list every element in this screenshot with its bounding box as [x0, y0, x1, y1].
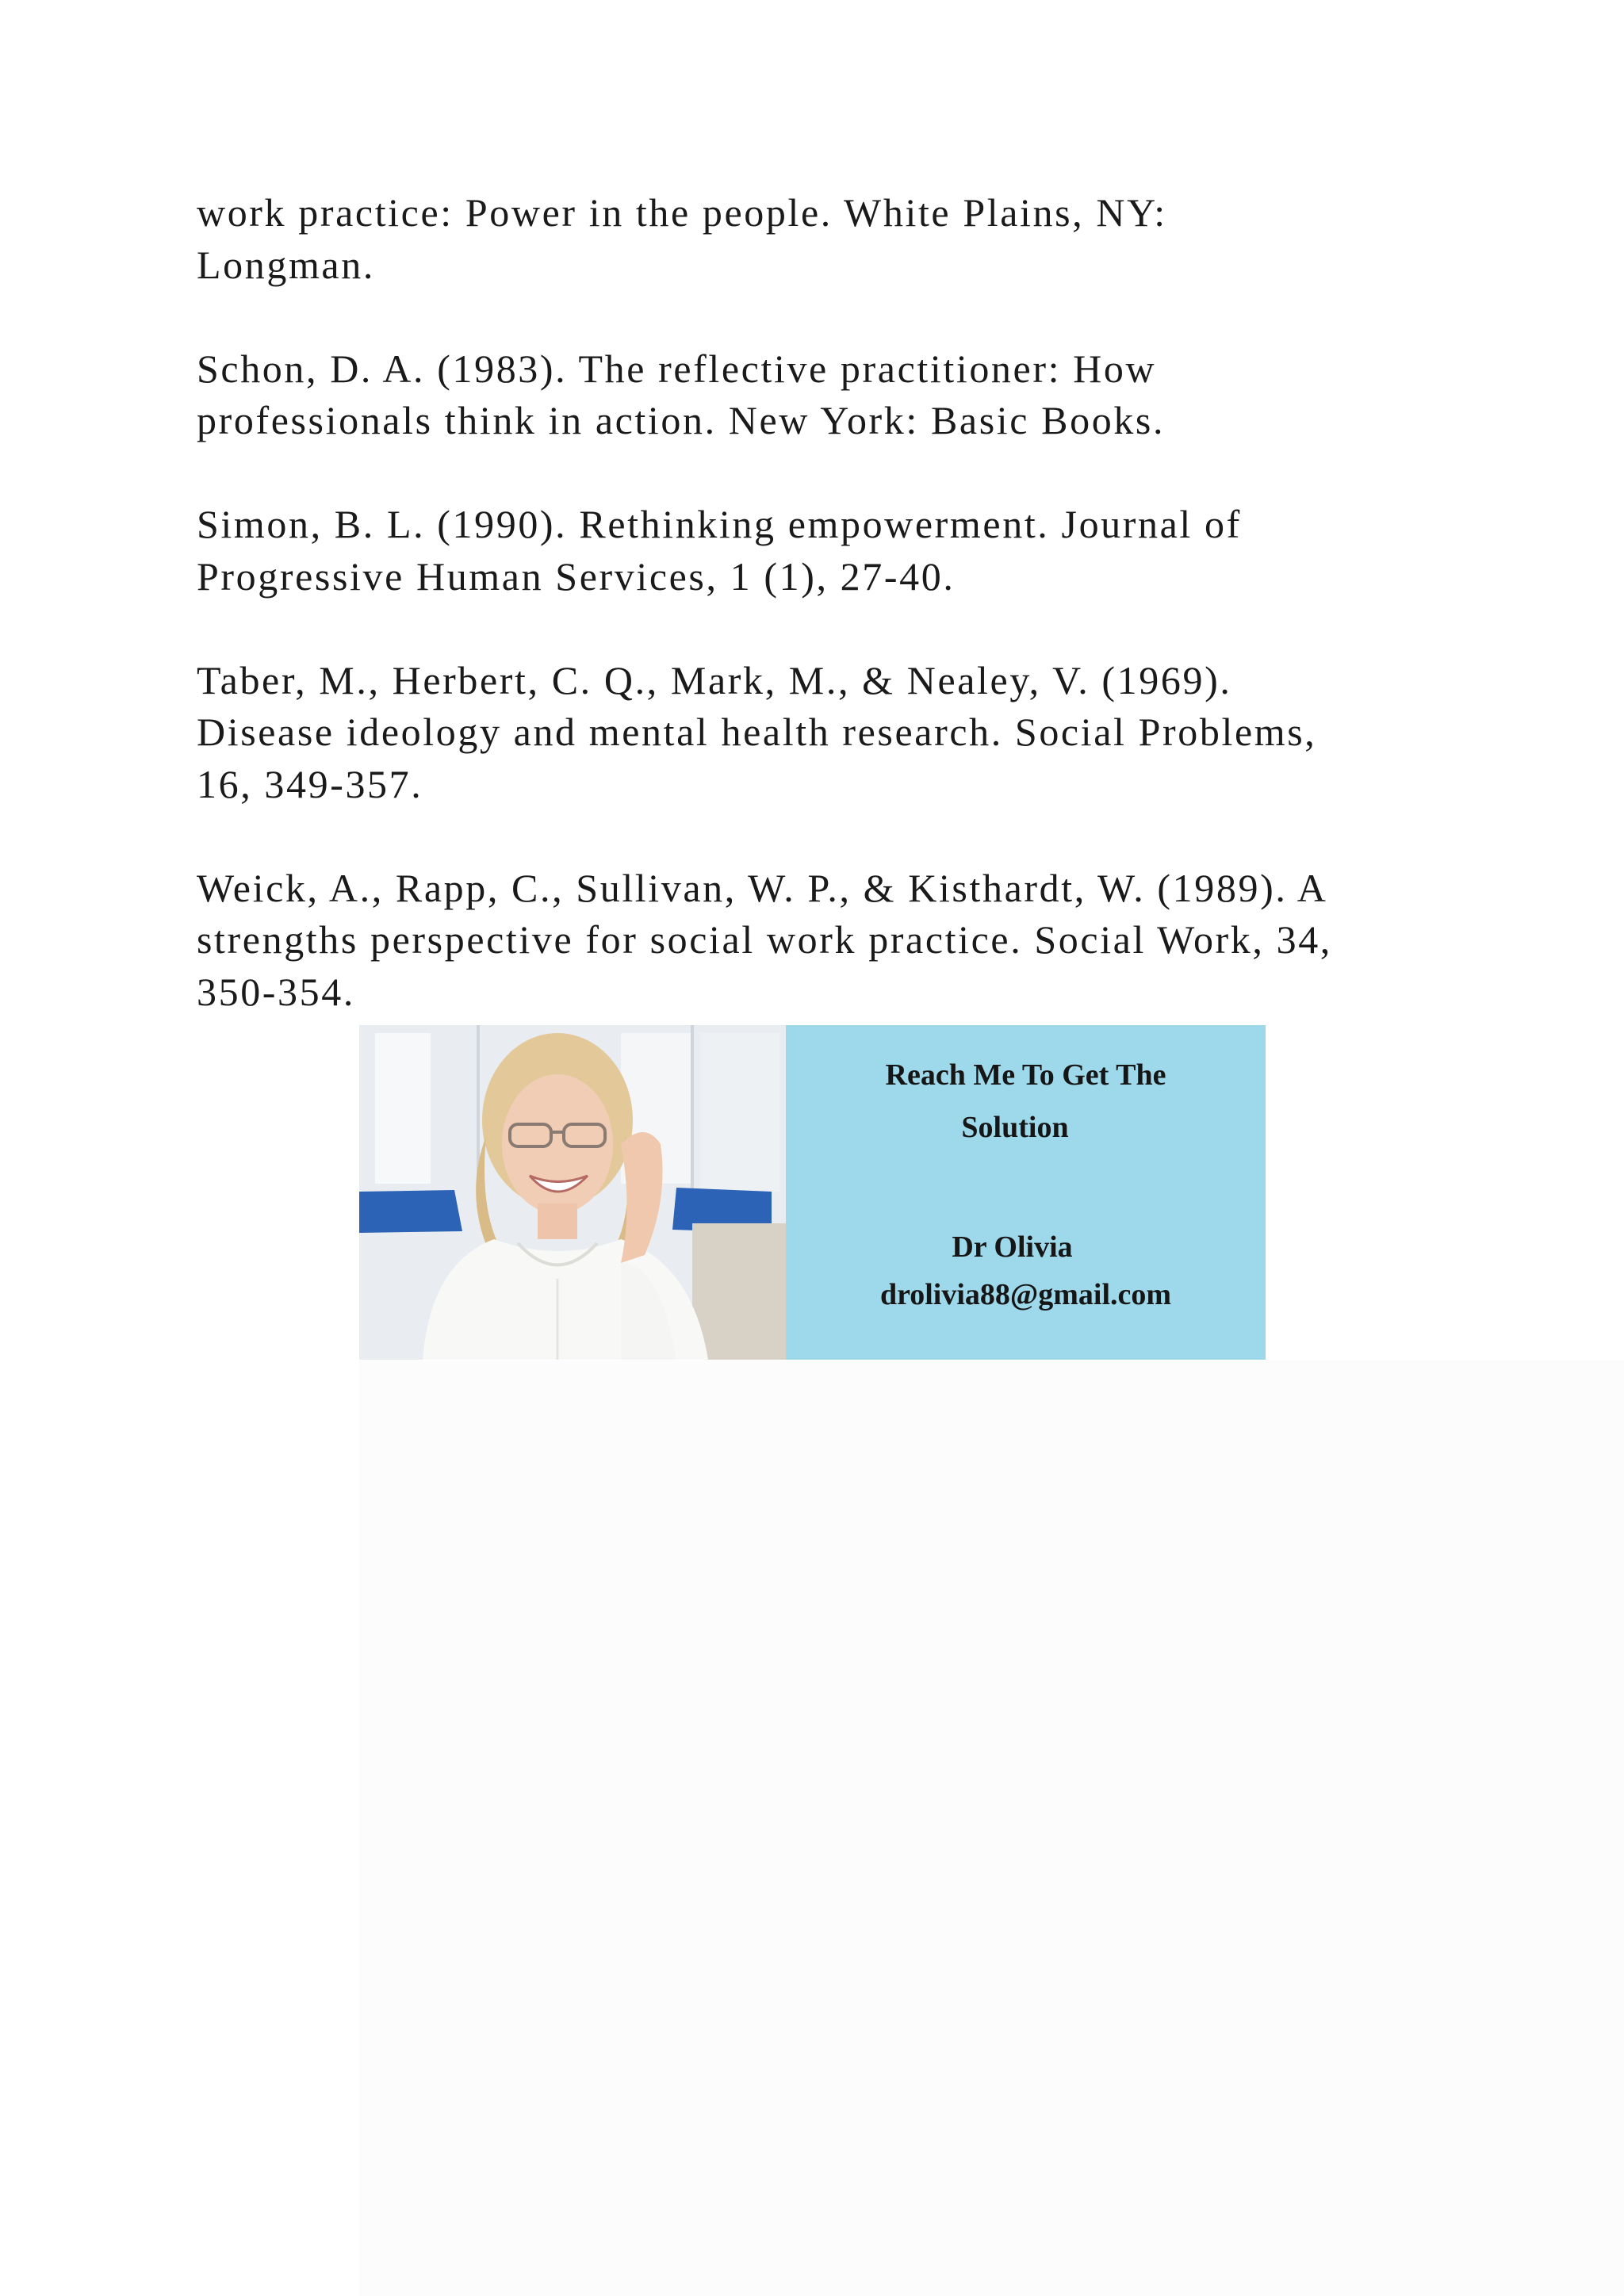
contact-panel [786, 1025, 1266, 1360]
cta-line-1: Reach Me To Get The [885, 1058, 1166, 1092]
reference-entry: work practice: Power in the people. White Plains, NY: Longman. [197, 190, 1167, 287]
contact-email: drolivia88@gmail.com [879, 1278, 1172, 1311]
reference-list [197, 187, 1434, 1018]
page-shade [359, 1360, 1624, 2296]
reference-entry: Schon, D. A. (1983). The reflective practitioner: How professionals think in action. New York: Basic Books. [197, 346, 1166, 442]
reference-entry: Simon, B. L. (1990). Rethinking empowerment. Journal of Progressive Human Services, 1 (1), 27-40. [197, 502, 1242, 599]
reference-entry: Taber, M., Herbert, C. Q., Mark, M., & Nealey, V. (1969). Disease ideology and mental health research. Social Problems, 16, 349-357. [197, 657, 1317, 806]
contact-banner [359, 1025, 1266, 1360]
contact-name: Dr Olivia [952, 1230, 1073, 1264]
reference-entry: Weick, A., Rapp, C., Sullivan, W. P., & Kisthardt, W. (1989). A strengths perspective for social work practice. Social Work, 34, 350-354. [197, 865, 1332, 1014]
cta-line-2: Solution [961, 1111, 1069, 1144]
woman-photo [359, 1025, 786, 1360]
